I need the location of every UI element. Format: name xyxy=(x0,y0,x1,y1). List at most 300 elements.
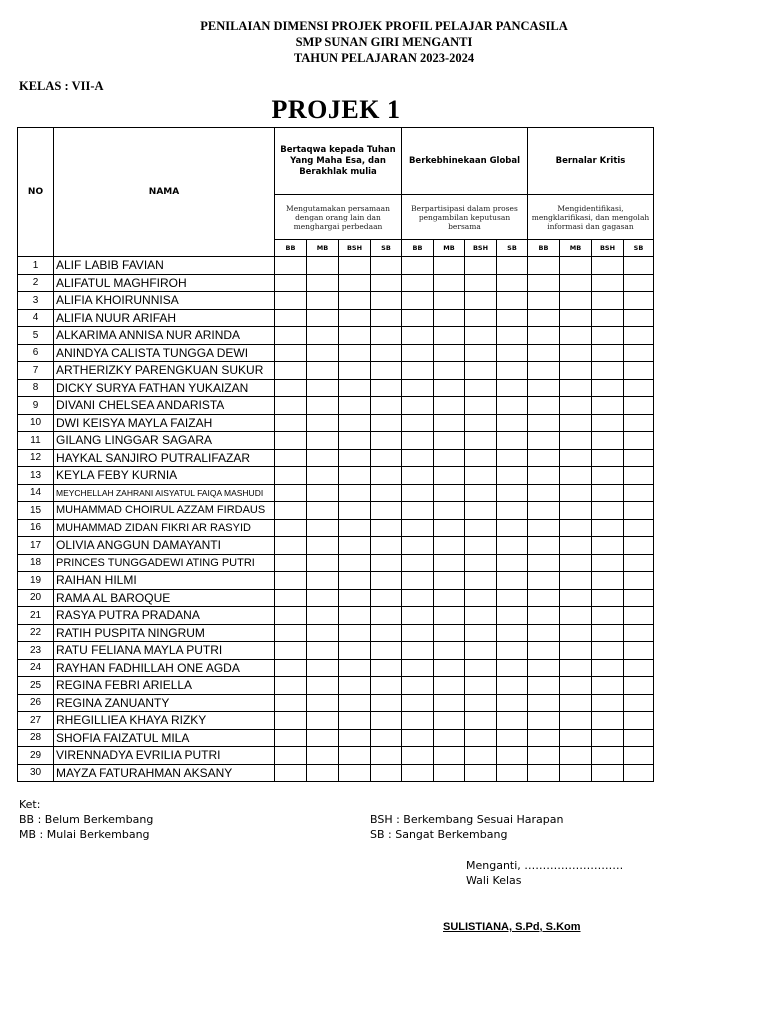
score-cell[interactable] xyxy=(275,712,307,730)
score-cell[interactable] xyxy=(339,694,371,712)
score-cell[interactable] xyxy=(307,747,339,765)
score-cell[interactable] xyxy=(592,624,624,642)
score-cell[interactable] xyxy=(434,572,465,590)
score-cell[interactable] xyxy=(528,659,560,677)
score-cell[interactable] xyxy=(434,292,465,310)
score-cell[interactable] xyxy=(434,554,465,572)
score-cell[interactable] xyxy=(371,344,402,362)
score-cell[interactable] xyxy=(434,607,465,625)
score-cell[interactable] xyxy=(465,257,497,275)
score-cell[interactable] xyxy=(592,327,624,345)
score-cell[interactable] xyxy=(560,519,592,537)
score-cell[interactable] xyxy=(434,449,465,467)
score-cell[interactable] xyxy=(402,467,434,485)
score-cell[interactable] xyxy=(592,554,624,572)
score-cell[interactable] xyxy=(624,572,654,590)
score-cell[interactable] xyxy=(592,589,624,607)
score-cell[interactable] xyxy=(528,729,560,747)
score-cell[interactable] xyxy=(528,484,560,502)
score-cell[interactable] xyxy=(275,414,307,432)
score-cell[interactable] xyxy=(371,624,402,642)
score-cell[interactable] xyxy=(592,677,624,695)
score-cell[interactable] xyxy=(402,257,434,275)
score-cell[interactable] xyxy=(592,309,624,327)
score-cell[interactable] xyxy=(339,554,371,572)
score-cell[interactable] xyxy=(402,764,434,782)
score-cell[interactable] xyxy=(560,502,592,520)
score-cell[interactable] xyxy=(528,274,560,292)
score-cell[interactable] xyxy=(371,572,402,590)
score-cell[interactable] xyxy=(624,519,654,537)
score-cell[interactable] xyxy=(434,589,465,607)
score-cell[interactable] xyxy=(560,449,592,467)
score-cell[interactable] xyxy=(528,694,560,712)
score-cell[interactable] xyxy=(307,309,339,327)
score-cell[interactable] xyxy=(275,344,307,362)
score-cell[interactable] xyxy=(465,747,497,765)
score-cell[interactable] xyxy=(339,712,371,730)
score-cell[interactable] xyxy=(371,519,402,537)
score-cell[interactable] xyxy=(307,624,339,642)
score-cell[interactable] xyxy=(624,659,654,677)
score-cell[interactable] xyxy=(465,502,497,520)
score-cell[interactable] xyxy=(307,484,339,502)
score-cell[interactable] xyxy=(402,397,434,415)
score-cell[interactable] xyxy=(339,362,371,380)
score-cell[interactable] xyxy=(560,537,592,555)
score-cell[interactable] xyxy=(402,274,434,292)
score-cell[interactable] xyxy=(624,624,654,642)
score-cell[interactable] xyxy=(307,694,339,712)
score-cell[interactable] xyxy=(528,554,560,572)
score-cell[interactable] xyxy=(560,729,592,747)
score-cell[interactable] xyxy=(402,729,434,747)
score-cell[interactable] xyxy=(465,624,497,642)
score-cell[interactable] xyxy=(624,257,654,275)
score-cell[interactable] xyxy=(465,537,497,555)
score-cell[interactable] xyxy=(307,414,339,432)
score-cell[interactable] xyxy=(465,642,497,660)
score-cell[interactable] xyxy=(371,414,402,432)
score-cell[interactable] xyxy=(624,327,654,345)
score-cell[interactable] xyxy=(307,344,339,362)
score-cell[interactable] xyxy=(371,677,402,695)
score-cell[interactable] xyxy=(465,572,497,590)
score-cell[interactable] xyxy=(528,432,560,450)
score-cell[interactable] xyxy=(307,432,339,450)
score-cell[interactable] xyxy=(560,362,592,380)
score-cell[interactable] xyxy=(560,677,592,695)
score-cell[interactable] xyxy=(528,257,560,275)
score-cell[interactable] xyxy=(624,467,654,485)
score-cell[interactable] xyxy=(528,379,560,397)
score-cell[interactable] xyxy=(371,554,402,572)
score-cell[interactable] xyxy=(497,589,528,607)
score-cell[interactable] xyxy=(528,572,560,590)
score-cell[interactable] xyxy=(497,484,528,502)
score-cell[interactable] xyxy=(307,572,339,590)
score-cell[interactable] xyxy=(339,309,371,327)
score-cell[interactable] xyxy=(307,519,339,537)
score-cell[interactable] xyxy=(371,764,402,782)
score-cell[interactable] xyxy=(402,379,434,397)
score-cell[interactable] xyxy=(402,607,434,625)
score-cell[interactable] xyxy=(339,432,371,450)
score-cell[interactable] xyxy=(592,344,624,362)
score-cell[interactable] xyxy=(275,292,307,310)
score-cell[interactable] xyxy=(624,554,654,572)
score-cell[interactable] xyxy=(434,694,465,712)
score-cell[interactable] xyxy=(560,274,592,292)
score-cell[interactable] xyxy=(275,729,307,747)
score-cell[interactable] xyxy=(275,677,307,695)
score-cell[interactable] xyxy=(624,274,654,292)
score-cell[interactable] xyxy=(592,414,624,432)
score-cell[interactable] xyxy=(275,362,307,380)
score-cell[interactable] xyxy=(624,677,654,695)
score-cell[interactable] xyxy=(402,502,434,520)
score-cell[interactable] xyxy=(339,414,371,432)
score-cell[interactable] xyxy=(434,729,465,747)
score-cell[interactable] xyxy=(371,729,402,747)
score-cell[interactable] xyxy=(592,467,624,485)
score-cell[interactable] xyxy=(592,449,624,467)
score-cell[interactable] xyxy=(307,607,339,625)
score-cell[interactable] xyxy=(465,607,497,625)
score-cell[interactable] xyxy=(624,379,654,397)
score-cell[interactable] xyxy=(497,502,528,520)
score-cell[interactable] xyxy=(402,712,434,730)
score-cell[interactable] xyxy=(497,257,528,275)
score-cell[interactable] xyxy=(528,519,560,537)
score-cell[interactable] xyxy=(560,257,592,275)
score-cell[interactable] xyxy=(497,274,528,292)
score-cell[interactable] xyxy=(275,624,307,642)
score-cell[interactable] xyxy=(434,274,465,292)
score-cell[interactable] xyxy=(434,764,465,782)
score-cell[interactable] xyxy=(465,554,497,572)
score-cell[interactable] xyxy=(402,484,434,502)
score-cell[interactable] xyxy=(465,274,497,292)
score-cell[interactable] xyxy=(624,414,654,432)
score-cell[interactable] xyxy=(592,764,624,782)
score-cell[interactable] xyxy=(371,362,402,380)
score-cell[interactable] xyxy=(465,362,497,380)
score-cell[interactable] xyxy=(465,292,497,310)
score-cell[interactable] xyxy=(307,677,339,695)
score-cell[interactable] xyxy=(560,607,592,625)
score-cell[interactable] xyxy=(402,659,434,677)
score-cell[interactable] xyxy=(465,764,497,782)
score-cell[interactable] xyxy=(624,537,654,555)
score-cell[interactable] xyxy=(592,694,624,712)
score-cell[interactable] xyxy=(624,607,654,625)
score-cell[interactable] xyxy=(434,659,465,677)
score-cell[interactable] xyxy=(371,659,402,677)
score-cell[interactable] xyxy=(434,379,465,397)
score-cell[interactable] xyxy=(592,274,624,292)
score-cell[interactable] xyxy=(307,327,339,345)
score-cell[interactable] xyxy=(592,607,624,625)
score-cell[interactable] xyxy=(402,449,434,467)
score-cell[interactable] xyxy=(307,292,339,310)
score-cell[interactable] xyxy=(434,362,465,380)
score-cell[interactable] xyxy=(371,292,402,310)
score-cell[interactable] xyxy=(371,712,402,730)
score-cell[interactable] xyxy=(592,572,624,590)
score-cell[interactable] xyxy=(371,607,402,625)
score-cell[interactable] xyxy=(560,309,592,327)
score-cell[interactable] xyxy=(528,309,560,327)
score-cell[interactable] xyxy=(497,712,528,730)
score-cell[interactable] xyxy=(275,379,307,397)
score-cell[interactable] xyxy=(528,414,560,432)
score-cell[interactable] xyxy=(497,519,528,537)
score-cell[interactable] xyxy=(528,624,560,642)
score-cell[interactable] xyxy=(465,379,497,397)
score-cell[interactable] xyxy=(497,642,528,660)
score-cell[interactable] xyxy=(275,327,307,345)
score-cell[interactable] xyxy=(560,642,592,660)
score-cell[interactable] xyxy=(371,397,402,415)
score-cell[interactable] xyxy=(434,712,465,730)
score-cell[interactable] xyxy=(434,677,465,695)
score-cell[interactable] xyxy=(528,362,560,380)
score-cell[interactable] xyxy=(497,694,528,712)
score-cell[interactable] xyxy=(497,677,528,695)
score-cell[interactable] xyxy=(528,712,560,730)
score-cell[interactable] xyxy=(465,694,497,712)
score-cell[interactable] xyxy=(560,397,592,415)
score-cell[interactable] xyxy=(560,327,592,345)
score-cell[interactable] xyxy=(275,432,307,450)
score-cell[interactable] xyxy=(624,712,654,730)
score-cell[interactable] xyxy=(275,502,307,520)
score-cell[interactable] xyxy=(497,467,528,485)
score-cell[interactable] xyxy=(528,589,560,607)
score-cell[interactable] xyxy=(560,747,592,765)
score-cell[interactable] xyxy=(465,677,497,695)
score-cell[interactable] xyxy=(434,414,465,432)
score-cell[interactable] xyxy=(592,362,624,380)
score-cell[interactable] xyxy=(275,694,307,712)
score-cell[interactable] xyxy=(307,467,339,485)
score-cell[interactable] xyxy=(624,502,654,520)
score-cell[interactable] xyxy=(371,257,402,275)
score-cell[interactable] xyxy=(624,449,654,467)
score-cell[interactable] xyxy=(402,519,434,537)
score-cell[interactable] xyxy=(434,502,465,520)
score-cell[interactable] xyxy=(624,694,654,712)
score-cell[interactable] xyxy=(402,677,434,695)
score-cell[interactable] xyxy=(434,309,465,327)
score-cell[interactable] xyxy=(465,484,497,502)
score-cell[interactable] xyxy=(465,327,497,345)
score-cell[interactable] xyxy=(434,537,465,555)
score-cell[interactable] xyxy=(497,309,528,327)
score-cell[interactable] xyxy=(339,572,371,590)
score-cell[interactable] xyxy=(402,537,434,555)
score-cell[interactable] xyxy=(528,467,560,485)
score-cell[interactable] xyxy=(528,292,560,310)
score-cell[interactable] xyxy=(339,274,371,292)
score-cell[interactable] xyxy=(402,747,434,765)
score-cell[interactable] xyxy=(465,467,497,485)
score-cell[interactable] xyxy=(339,729,371,747)
score-cell[interactable] xyxy=(592,502,624,520)
score-cell[interactable] xyxy=(560,624,592,642)
score-cell[interactable] xyxy=(307,274,339,292)
score-cell[interactable] xyxy=(497,344,528,362)
score-cell[interactable] xyxy=(465,519,497,537)
score-cell[interactable] xyxy=(592,537,624,555)
score-cell[interactable] xyxy=(275,449,307,467)
score-cell[interactable] xyxy=(275,484,307,502)
score-cell[interactable] xyxy=(497,764,528,782)
score-cell[interactable] xyxy=(307,764,339,782)
score-cell[interactable] xyxy=(275,607,307,625)
score-cell[interactable] xyxy=(275,309,307,327)
score-cell[interactable] xyxy=(465,449,497,467)
score-cell[interactable] xyxy=(339,537,371,555)
score-cell[interactable] xyxy=(465,397,497,415)
score-cell[interactable] xyxy=(371,327,402,345)
score-cell[interactable] xyxy=(624,362,654,380)
score-cell[interactable] xyxy=(434,747,465,765)
score-cell[interactable] xyxy=(402,554,434,572)
score-cell[interactable] xyxy=(307,589,339,607)
score-cell[interactable] xyxy=(275,537,307,555)
score-cell[interactable] xyxy=(497,537,528,555)
score-cell[interactable] xyxy=(339,764,371,782)
score-cell[interactable] xyxy=(528,607,560,625)
score-cell[interactable] xyxy=(402,432,434,450)
score-cell[interactable] xyxy=(371,274,402,292)
score-cell[interactable] xyxy=(497,327,528,345)
score-cell[interactable] xyxy=(434,642,465,660)
score-cell[interactable] xyxy=(339,344,371,362)
score-cell[interactable] xyxy=(592,432,624,450)
score-cell[interactable] xyxy=(339,484,371,502)
score-cell[interactable] xyxy=(560,432,592,450)
score-cell[interactable] xyxy=(560,292,592,310)
score-cell[interactable] xyxy=(434,519,465,537)
score-cell[interactable] xyxy=(528,642,560,660)
score-cell[interactable] xyxy=(371,694,402,712)
score-cell[interactable] xyxy=(624,729,654,747)
score-cell[interactable] xyxy=(560,712,592,730)
score-cell[interactable] xyxy=(402,624,434,642)
score-cell[interactable] xyxy=(434,624,465,642)
score-cell[interactable] xyxy=(528,502,560,520)
score-cell[interactable] xyxy=(402,309,434,327)
score-cell[interactable] xyxy=(307,449,339,467)
score-cell[interactable] xyxy=(624,432,654,450)
score-cell[interactable] xyxy=(624,764,654,782)
score-cell[interactable] xyxy=(497,607,528,625)
score-cell[interactable] xyxy=(465,414,497,432)
score-cell[interactable] xyxy=(275,274,307,292)
score-cell[interactable] xyxy=(434,467,465,485)
score-cell[interactable] xyxy=(497,729,528,747)
score-cell[interactable] xyxy=(307,257,339,275)
score-cell[interactable] xyxy=(497,292,528,310)
score-cell[interactable] xyxy=(275,659,307,677)
score-cell[interactable] xyxy=(339,642,371,660)
score-cell[interactable] xyxy=(339,257,371,275)
score-cell[interactable] xyxy=(307,379,339,397)
score-cell[interactable] xyxy=(465,344,497,362)
score-cell[interactable] xyxy=(402,414,434,432)
score-cell[interactable] xyxy=(402,292,434,310)
score-cell[interactable] xyxy=(465,432,497,450)
score-cell[interactable] xyxy=(560,589,592,607)
score-cell[interactable] xyxy=(434,257,465,275)
score-cell[interactable] xyxy=(528,397,560,415)
score-cell[interactable] xyxy=(624,397,654,415)
score-cell[interactable] xyxy=(560,467,592,485)
score-cell[interactable] xyxy=(560,484,592,502)
score-cell[interactable] xyxy=(624,589,654,607)
score-cell[interactable] xyxy=(592,642,624,660)
score-cell[interactable] xyxy=(339,397,371,415)
score-cell[interactable] xyxy=(465,712,497,730)
score-cell[interactable] xyxy=(560,554,592,572)
score-cell[interactable] xyxy=(275,747,307,765)
score-cell[interactable] xyxy=(592,292,624,310)
score-cell[interactable] xyxy=(592,257,624,275)
score-cell[interactable] xyxy=(339,327,371,345)
score-cell[interactable] xyxy=(528,764,560,782)
score-cell[interactable] xyxy=(528,449,560,467)
score-cell[interactable] xyxy=(307,712,339,730)
score-cell[interactable] xyxy=(528,677,560,695)
score-cell[interactable] xyxy=(497,572,528,590)
score-cell[interactable] xyxy=(497,397,528,415)
score-cell[interactable] xyxy=(371,467,402,485)
score-cell[interactable] xyxy=(592,712,624,730)
score-cell[interactable] xyxy=(497,554,528,572)
score-cell[interactable] xyxy=(371,309,402,327)
score-cell[interactable] xyxy=(339,379,371,397)
score-cell[interactable] xyxy=(497,659,528,677)
score-cell[interactable] xyxy=(339,467,371,485)
score-cell[interactable] xyxy=(307,397,339,415)
score-cell[interactable] xyxy=(339,677,371,695)
score-cell[interactable] xyxy=(497,449,528,467)
score-cell[interactable] xyxy=(560,694,592,712)
score-cell[interactable] xyxy=(371,589,402,607)
score-cell[interactable] xyxy=(434,327,465,345)
score-cell[interactable] xyxy=(624,344,654,362)
score-cell[interactable] xyxy=(402,572,434,590)
score-cell[interactable] xyxy=(339,659,371,677)
score-cell[interactable] xyxy=(371,449,402,467)
score-cell[interactable] xyxy=(497,432,528,450)
score-cell[interactable] xyxy=(275,397,307,415)
score-cell[interactable] xyxy=(339,519,371,537)
score-cell[interactable] xyxy=(528,344,560,362)
score-cell[interactable] xyxy=(275,554,307,572)
score-cell[interactable] xyxy=(465,729,497,747)
score-cell[interactable] xyxy=(497,624,528,642)
score-cell[interactable] xyxy=(434,397,465,415)
score-cell[interactable] xyxy=(307,537,339,555)
score-cell[interactable] xyxy=(560,572,592,590)
score-cell[interactable] xyxy=(371,379,402,397)
score-cell[interactable] xyxy=(307,362,339,380)
score-cell[interactable] xyxy=(434,484,465,502)
